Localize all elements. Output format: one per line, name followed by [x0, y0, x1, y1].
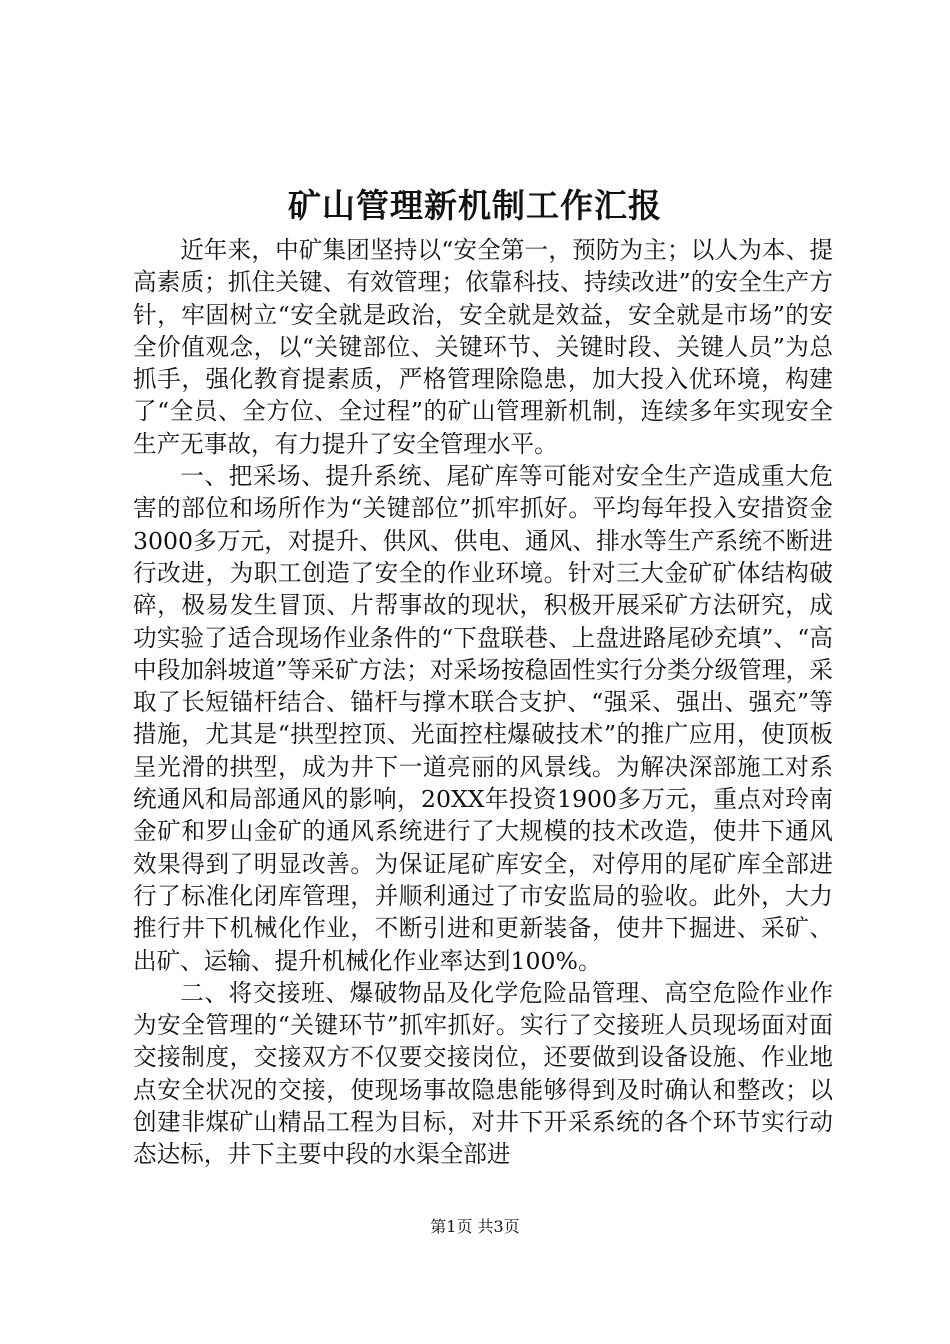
paragraph-intro: 近年来，中矿集团坚持以“安全第一，预防为主；以人为本、提高素质；抓住关键、有效管理；依靠科技、持续改进”的安全生产方针，牢固树立“安全就是政治，安全就是效益，安全就是市场”的安全价值观念，以“关键部位、关键环节、关键时段、关键人员”为总抓手，强化教育提素质，严格管理除隐患，加大投入优环境，构建了“全员、全方位、全过程”的矿山管理新机制，连续多年实现安全生产无事故，有力提升了安全管理水平。 [133, 236, 833, 458]
page-number-footer: 第1页 共3页 [430, 1217, 520, 1236]
paragraph-section-1: 一、把采场、提升系统、尾矿库等可能对安全生产造成重大危害的部位和场所作为“关键部位”抓牢抓好。平均每年投入安措资金3000多万元，对提升、供风、供电、通风、排水等生产系统不断进行改进，为职工创造了安全的作业环境。针对三大金矿矿体结构破碎，极易发生冒顶、片帮事故的现状，积极开展采矿方法研究，成功实验了适合现场作业条件的“下盘联巷、上盘进路尾砂充填”、“高中段加斜坡道”等采矿方法；对采场按稳固性实行分类分级管理，采取了长短锚杆结合、锚杆与撑木联合支护、“强采、强出、强充”等措施，尤其是“拱型控顶、光面控柱爆破技术”的推广应用，使顶板呈光滑的拱型，成为井下一道亮丽的风景线。为解决深部施工对系统通风和局部通风的影响，20XX年投资1900多万元，重点对玲南金矿和罗山金矿的通风系统进行了大规模的技术改造，使井下通风效果得到了明显改善。为保证尾矿库安全，对停用的尾矿库全部进行了标准化闭库管理，并顺利通过了市安监局的验收。此外，大力推行井下机械化作业，不断引进和更新装备，使井下掘进、采矿、出矿、运输、提升机械化作业率达到100%。 [133, 462, 833, 975]
document-body [133, 234, 833, 1171]
paragraph-section-2: 二、将交接班、爆破物品及化学危险品管理、高空危险作业作为安全管理的“关键环节”抓牢抓好。实行了交接班人员现场面对面交接制度，交接双方不仅要交接岗位，还要做到设备设施、作业地点安全状况的交接，使现场事故隐患能够得到及时确认和整改；以创建非煤矿山精品工程为目标，对井下开采系统的各个环节实行动态达标，井下主要中段的水渠全部进 [133, 978, 833, 1169]
document-title: 矿山管理新机制工作汇报 [288, 186, 662, 225]
